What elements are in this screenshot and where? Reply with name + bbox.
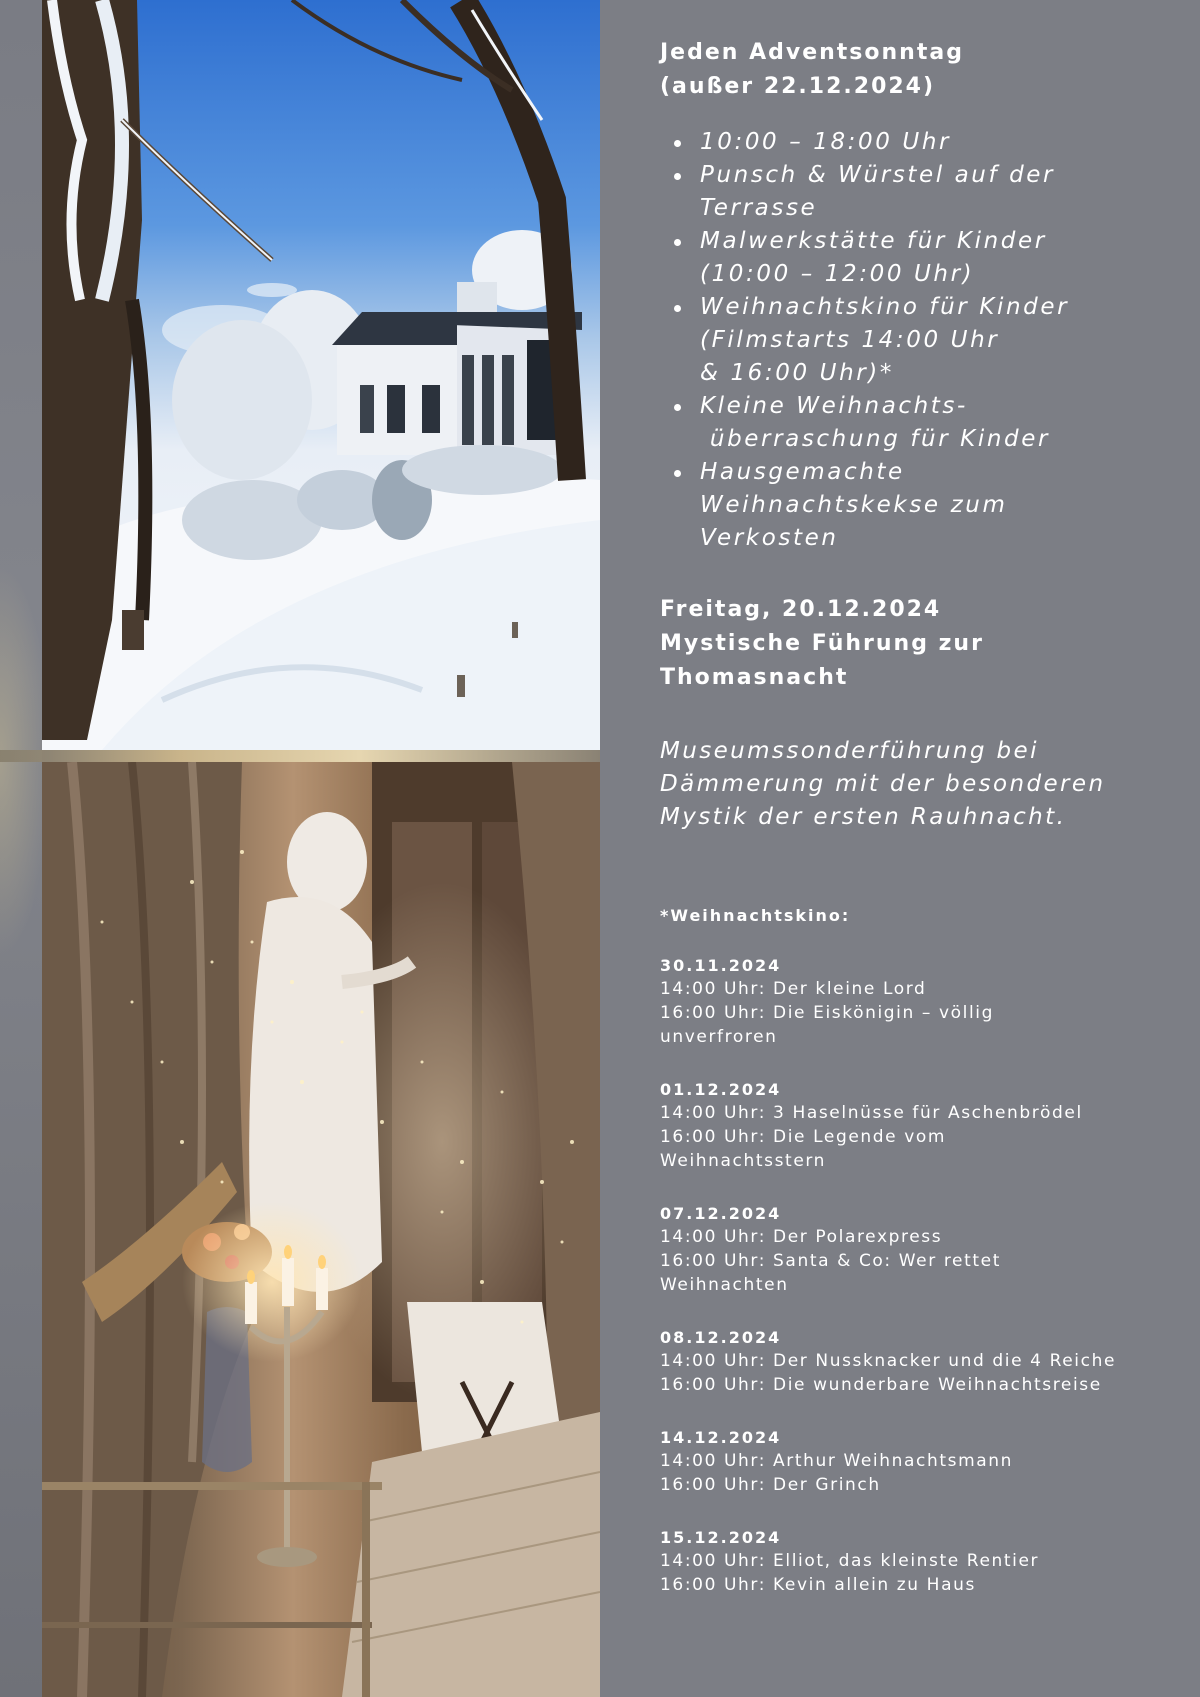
kino-line: Weihnachtsstern	[660, 1151, 827, 1171]
kino-line: unverfroren	[660, 1027, 778, 1047]
kino-date: 15.12.2024	[660, 1528, 782, 1547]
kino-date: 14.12.2024	[660, 1428, 782, 1447]
kino-line: 16:00 Uhr: Der Grinch	[660, 1475, 881, 1495]
list-item: Punsch & Würstel auf der Terrasse	[660, 159, 1180, 225]
list-item: Weihnachtskino für Kinder (Filmstarts 14:00 Uhr & 16:00 Uhr)*	[660, 291, 1180, 390]
kino-line: 14:00 Uhr: Arthur Weihnachtsmann	[660, 1451, 1013, 1471]
kino-date: 30.11.2024	[660, 956, 782, 975]
kino-date: 08.12.2024	[660, 1328, 782, 1347]
kino-line: 14:00 Uhr: Der Polarexpress	[660, 1227, 943, 1247]
kino-line: 16:00 Uhr: Die Eiskönigin – völlig	[660, 1003, 994, 1023]
thomas-title-line1: Mystische Führung zur	[660, 631, 984, 656]
kino-date: 07.12.2024	[660, 1204, 782, 1223]
kino-day	[660, 1079, 1180, 1173]
photo-statue-candles	[42, 762, 600, 1697]
thomas-title-line2: Thomasnacht	[660, 665, 849, 690]
kino-line: 16:00 Uhr: Kevin allein zu Haus	[660, 1575, 976, 1595]
kino-day	[660, 1427, 1180, 1497]
list-item: Malwerkstätte für Kinder (10:00 – 12:00 Uhr)	[660, 225, 1180, 291]
kino-day	[660, 955, 1180, 1049]
thomas-heading	[660, 593, 1180, 695]
list-item: 10:00 – 18:00 Uhr	[660, 126, 1180, 159]
kino-line: Weihnachten	[660, 1275, 789, 1295]
advent-heading-line1: Jeden Adventsonntag	[660, 40, 964, 65]
kino-title: *Weihnachtskino:	[660, 906, 851, 925]
kino-line: 14:00 Uhr: Der Nussknacker und die 4 Reiche	[660, 1351, 1117, 1371]
advent-heading-line2: (außer 22.12.2024)	[660, 74, 936, 99]
kino-line: 14:00 Uhr: Der kleine Lord	[660, 979, 927, 999]
advent-heading	[660, 36, 1180, 104]
kino-day	[660, 1527, 1180, 1597]
kino-day	[660, 1327, 1180, 1397]
kino-date: 01.12.2024	[660, 1080, 782, 1099]
kino-line: 16:00 Uhr: Die wunderbare Weihnachtsreise	[660, 1375, 1102, 1395]
kino-line: 14:00 Uhr: 3 Haselnüsse für Aschenbrödel	[660, 1103, 1083, 1123]
gold-divider	[0, 750, 600, 762]
list-item: Hausgemachte Weihnachtskekse zum Verkosten	[660, 456, 1180, 555]
advent-list	[660, 126, 1180, 555]
photo-winter-villa	[42, 0, 600, 750]
kino-day	[660, 1203, 1180, 1297]
text-content	[660, 36, 1180, 1597]
kino-line: 14:00 Uhr: Elliot, das kleinste Rentier	[660, 1551, 1040, 1571]
thomas-date: Freitag, 20.12.2024	[660, 597, 942, 622]
thomas-description: Museumssonderführung bei Dämmerung mit der besonderen Mystik der ersten Rauhnacht.	[660, 738, 1106, 830]
kino-line: 16:00 Uhr: Santa & Co: Wer rettet	[660, 1251, 1001, 1271]
kino-line: 16:00 Uhr: Die Legende vom	[660, 1127, 947, 1147]
list-item: Kleine Weihnachts- überraschung für Kinder	[660, 390, 1180, 456]
